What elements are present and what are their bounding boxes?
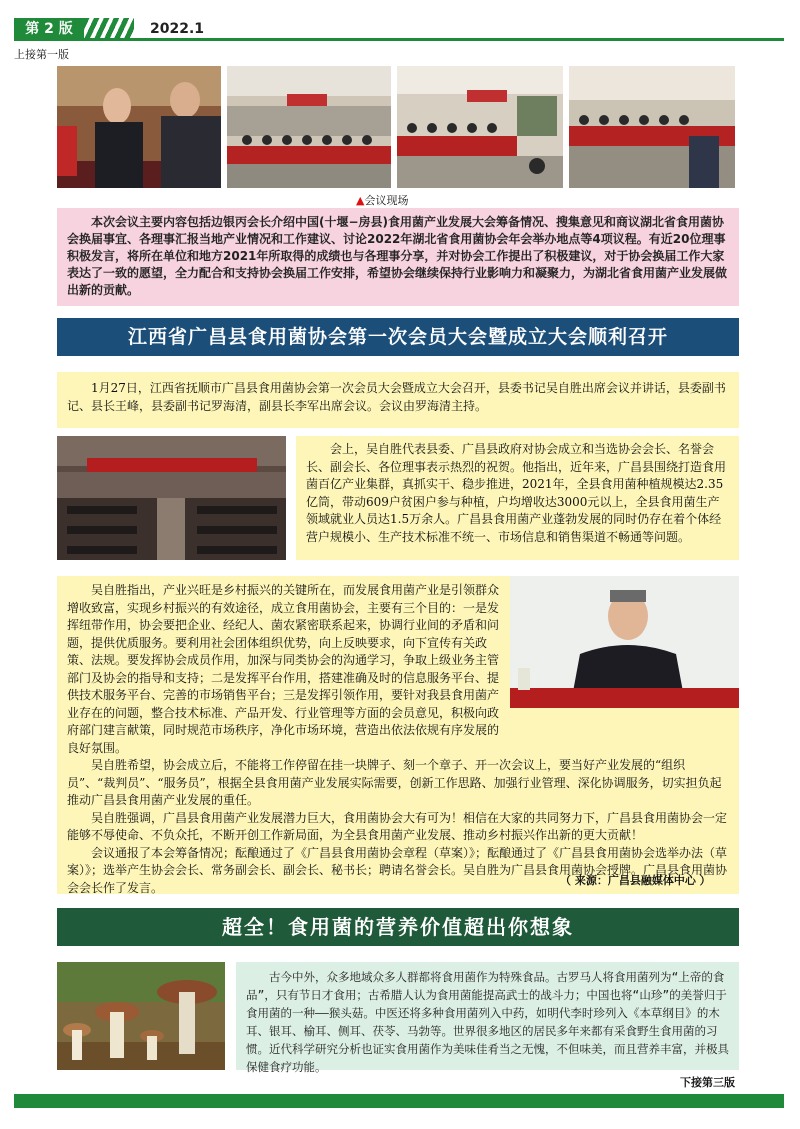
speaker-photo (510, 576, 739, 708)
assembly-hall-photo (57, 436, 286, 560)
caption-triangle-icon: ▲ (356, 194, 365, 207)
issue-date: 2022.1 (150, 21, 205, 37)
footer-bar (14, 1094, 784, 1108)
article1-paragraph-5: 吴自胜强调，广昌县食用菌产业发展潜力巨大，食用菌协会大有可为！相信在大家的共同努力下，广昌县食用菌协会一定能够不辱使命、不负众托，不断开创工作新局面，为全县食用菌产业发展、推动乡村振兴作出新的更大贡献！ (67, 810, 728, 842)
article1-source: （ 来源：广昌县融媒体中心 ） (560, 874, 711, 887)
header-stripes (84, 18, 134, 40)
photo-caption (356, 192, 408, 208)
caption-text: 会议现场 (364, 194, 409, 207)
page-number-badge: 第 2 版 (14, 18, 84, 40)
continued-to-label: 下接第三版 (680, 1076, 735, 1089)
article1-paragraph-1: 1月27日，江西省抚顺市广昌县食用菌协会第一次会员大会暨成立大会召开，县委书记吴自胜出席会议并讲话，县委副书记、县长王峰，县委副书记罗海清，副县长李军出席会议。会议由罗海清主持。 (67, 381, 726, 413)
meeting-photo-3 (397, 66, 563, 188)
article1-paragraph-4: 吴自胜希望，协会成立后，不能将工作停留在挂一块牌子、刻一个章子、开一次会议上，要当好产业发展的“组织员”、“裁判员”、“服务员”，根据全县食用菌产业发展实际需要，创新工作思路、加强行业管理、深化协调服务，切实担负起推动广昌县食用菌产业发展的重任。 (67, 758, 722, 807)
article1-intro-box (57, 372, 739, 428)
mushroom-photo (57, 962, 225, 1070)
meeting-photo-1 (57, 66, 221, 188)
article1-paragraph-6: 会议通报了本会筹备情况；酝酿通过了《广昌县食用菌协会章程（草案）》；酝酿通过了《广昌县食用菌协会选举办法（草案）》；选举产生协会会长、常务副会长、副会长、秘书长；聘请名誉会长。吴自胜为广昌县食用菌协会授牌。广昌县食用菌协会会长作了发言。 (67, 845, 728, 895)
header-rule (14, 38, 784, 41)
article1-paragraph-3: 吴自胜指出，产业兴旺是乡村振兴的关键所在，而发展食用菌产业是引领群众增收致富，实现乡村振兴的有效途径，成立食用菌协会，主要有三个目的：一是发挥纽带作用，协会要把企业、经纪人、菌农紧密联系起来，协调行业间的矛盾和问题，提供优质服务。要利用社会团体组织优势，向上反映要求，向下宣传有关政策、法规。要发挥协会成员作用，加深与同类协会的沟通学习，争取上级业务主管部门及协会的指导和支持；二是发挥平台作用，搭建准确及时的信息服务平台、提供技术服务平台、完善的市场销售平台；三是发挥引领作用，要针对我县食用菌产业存在的问题，整合技术标准、产品开发、行业管理等方面的会员意见，积极向政府部门建言献策，同时规范市场秩序，净化市场环境，营造出依法依规有序发展的良好氛围。 (67, 583, 500, 755)
article1-paragraph-2: 会上，吴自胜代表县委、广昌县政府对协会成立和当选协会会长、名誉会长、副会长、各位理事表示热烈的祝贺。他指出，近年来，广昌县围绕打造食用菌百亿产业集群，真抓实干、稳步推进，2021年，全县食用菌种植规模达2.35亿筒，带动609户贫困户参与种植，户均增收达3000元以上，全县食用菌生产领域就业人员达1.5万余人。广昌县食用菌产业蓬勃发展的同时仍存在着个体经营户规模小、生产技术标准不统一、市场信息和销售渠道不畅通等问题。 (306, 442, 727, 544)
meeting-summary: 本次会议主要内容包括边银丙会长介绍中国(十堰−房县)食用菌产业发展大会筹备情况、搜集意见和商议湖北省食用菌协会换届事宜、各理事汇报当地产业情况和工作建议、讨论2022年湖北省食用菌协会年会举办地点等4项议程。有近20位理事积极发言，将所在单位和地方2021年所取得的成绩也与各理事分享，并对协会工作提出了积极建议，对于协会换届工作大家表达了一致的愿望，全力配合和支持协会换届工作安排，希望协会继续保持行业影响力和凝聚力，为湖北省食用菌产业发展做出新的贡献。 (57, 208, 739, 306)
article2-body: 古今中外，众多地域众多人群都将食用菌作为特殊食品。古罗马人将食用菌列为“上帝的食品”，只有节日才食用；古希腊人认为食用菌能提高武士的战斗力；中国也将“山珍”的美誉归于食用菌的一种——猴头菇。中医还将多种食用菌列入中药，如明代李时珍列入《本草纲目》的木耳、银耳、榆耳、侧耳、茯苓、马勃等。世界很多地区的居民多年来都有采食野生食用菌的习惯。近代科学研究分析也证实食用菌作为美味佳肴当之无愧，不但味美，而且营养丰富，并极具保健食疗功能。 (236, 962, 739, 1070)
meeting-photo-2 (227, 66, 391, 188)
continued-from-label: 上接第一版 (14, 48, 69, 61)
article1-headline: 江西省广昌县食用菌协会第一次会员大会暨成立大会顺利召开 (57, 318, 739, 356)
article1-wrapped-column (67, 582, 507, 757)
article1-congrats-box (296, 436, 739, 560)
meeting-photo-4 (569, 66, 735, 188)
article2-headline: 超全！食用菌的营养价值超出你想象 (57, 908, 739, 946)
